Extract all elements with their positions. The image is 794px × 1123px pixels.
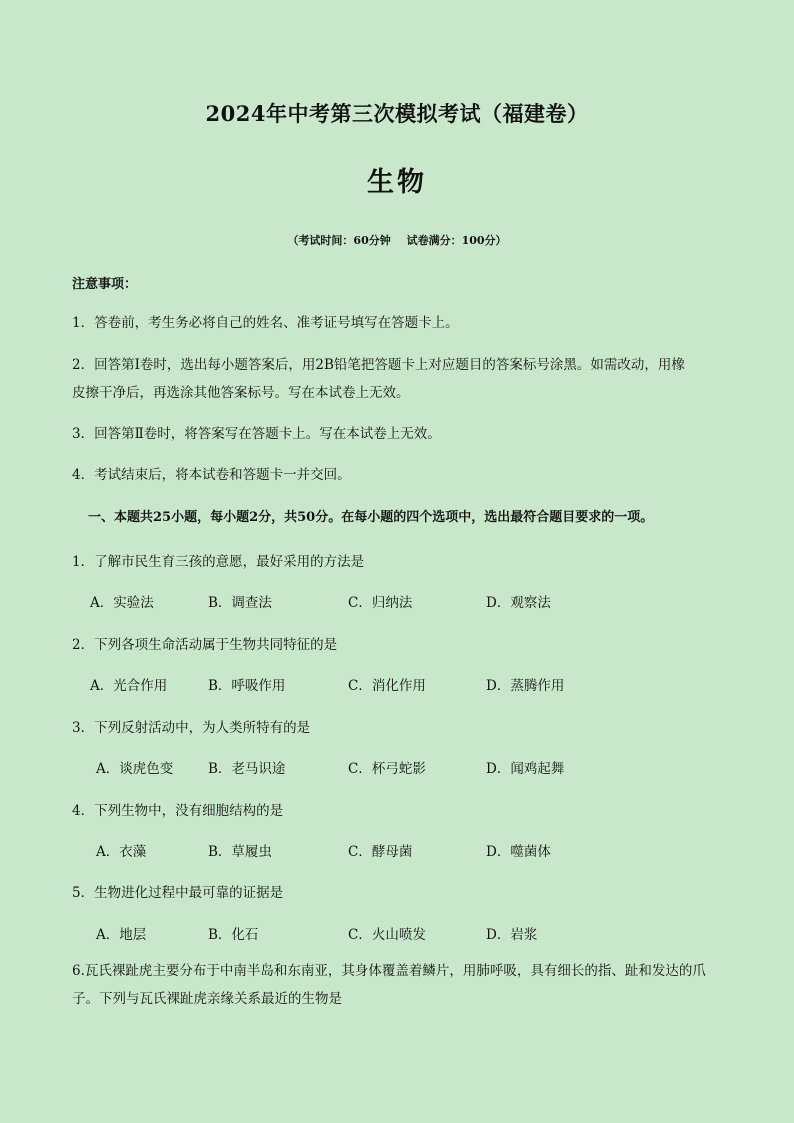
option-d: D．岩浆 xyxy=(486,927,538,943)
option-b: B．化石 xyxy=(208,927,259,943)
option-d: D．观察法 xyxy=(486,595,551,611)
notice-title: 注意事项： xyxy=(72,277,138,292)
option-a: A．衣藻 xyxy=(96,844,147,860)
notice-item-2-line-1: 2．回答第Ⅰ卷时，选出每小题答案后，用2B铅笔把答题卡上对应题目的答案标号涂黑。如需改动，用橡 xyxy=(72,357,685,373)
notice-item-3: 3．回答第Ⅱ卷时，将答案写在答题卡上。写在本试卷上无效。 xyxy=(72,426,441,442)
notice-item-1: 1．答卷前，考生务必将自己的姓名、准考证号填写在答题卡上。 xyxy=(72,315,459,331)
option-c: C．火山喷发 xyxy=(348,927,426,943)
exam-info xyxy=(0,232,794,248)
option-c: C．归纳法 xyxy=(348,595,413,611)
exam-title: 2024年中考第三次模拟考试（福建卷） xyxy=(205,101,589,126)
option-d: D．蒸腾作用 xyxy=(486,678,565,694)
option-b: B．老马识途 xyxy=(208,761,286,777)
option-a: A．地层 xyxy=(96,927,147,943)
option-c: C．杯弓蛇影 xyxy=(348,761,426,777)
option-b: B．调查法 xyxy=(208,595,272,611)
notice-item-2-line-2: 皮擦干净后，再选涂其他答案标号。写在本试卷上无效。 xyxy=(72,385,410,401)
question-stem: 2．下列各项生命活动属于生物共同特征的是 xyxy=(72,637,338,653)
option-b: B．草履虫 xyxy=(208,844,272,860)
option-b: B．呼吸作用 xyxy=(208,678,286,694)
option-c: C．消化作用 xyxy=(348,678,426,694)
question-stem: 5．生物进化过程中最可靠的证据是 xyxy=(72,885,284,901)
question-stem: 3．下列反射活动中，为人类所特有的是 xyxy=(72,720,311,736)
question-6-line-1: 6.瓦氏裸趾虎主要分布于中南半岛和东南亚，其身体覆盖着鳞片，用肺呼吸，具有细长的指、趾和发达的爪 xyxy=(72,963,706,979)
exam-time: （考试时间：60分钟 xyxy=(287,234,391,247)
option-a: A．实验法 xyxy=(90,595,154,611)
option-d: D．噬菌体 xyxy=(486,844,551,860)
exam-score: 试卷满分：100分） xyxy=(406,234,507,247)
section-heading: 一、本题共25小题，每小题2分，共50分。在每小题的四个选项中，选出最符合题目要求的一项。 xyxy=(88,510,654,525)
option-c: C．酵母菌 xyxy=(348,844,413,860)
option-a: A．谈虎色变 xyxy=(96,761,174,777)
subject-title: 生物 xyxy=(367,167,427,198)
option-a: A．光合作用 xyxy=(90,678,168,694)
question-6-line-2: 子。下列与瓦氏裸趾虎亲缘关系最近的生物是 xyxy=(72,991,342,1007)
question-stem: 1．了解市民生育三孩的意愿，最好采用的方法是 xyxy=(72,554,365,570)
option-d: D．闻鸡起舞 xyxy=(486,761,565,777)
notice-item-4: 4．考试结束后，将本试卷和答题卡一并交回。 xyxy=(72,467,351,483)
question-stem: 4．下列生物中，没有细胞结构的是 xyxy=(72,803,284,819)
